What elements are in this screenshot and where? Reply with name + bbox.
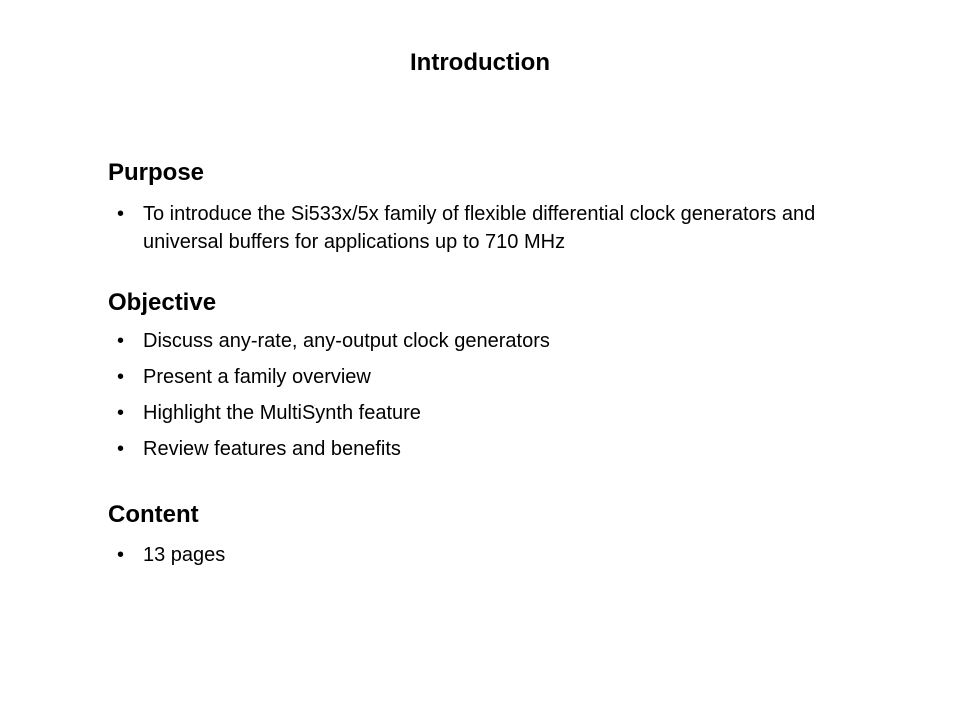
bullet-item (108, 541, 868, 569)
purpose-section (108, 158, 868, 256)
bullet-icon: • (117, 366, 125, 388)
content-section (108, 500, 868, 569)
bullet-item (108, 435, 868, 463)
bullet-text: Highlight the MultiSynth feature (143, 402, 421, 424)
bullet-text: Present a family overview (143, 366, 371, 388)
bullet-icon: • (117, 438, 125, 460)
objective-bullet-list (108, 327, 868, 463)
objective-heading: Objective (108, 289, 217, 316)
bullet-item (108, 327, 868, 355)
bullet-text: To introduce the Si533x/5x family of flexible differential clock generators and universal buffers for applications up to 710 MHz (143, 203, 816, 253)
bullet-icon: • (117, 330, 125, 352)
bullet-text: Discuss any-rate, any-output clock generators (143, 330, 550, 352)
slide-title: Introduction (410, 49, 550, 76)
bullet-icon: • (117, 402, 125, 424)
purpose-bullet-list (108, 200, 868, 256)
content-heading: Content (108, 501, 199, 528)
bullet-icon: • (117, 203, 125, 225)
bullet-text: Review features and benefits (143, 438, 401, 460)
purpose-heading: Purpose (108, 159, 205, 186)
objective-section (108, 288, 868, 471)
bullet-item (108, 200, 868, 256)
bullet-item (108, 399, 868, 427)
bullet-item (108, 363, 868, 391)
bullet-icon: • (117, 544, 125, 566)
content-bullet-list (108, 541, 868, 569)
bullet-text: 13 pages (143, 544, 226, 566)
